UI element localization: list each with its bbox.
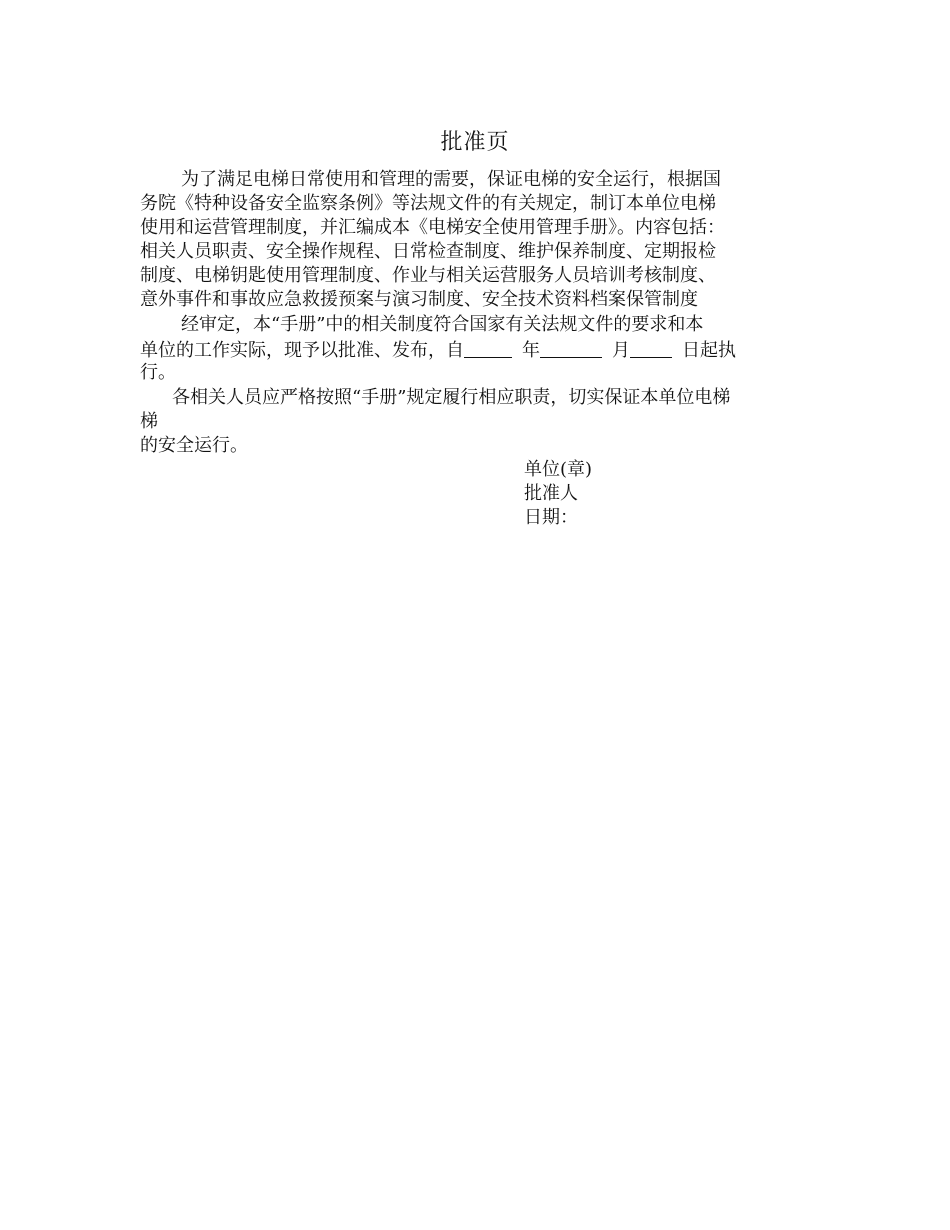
paragraph-1-line-6: 意外事件和事故应急救援预案与演习制度、安全技术资料档案保管制度 bbox=[140, 289, 698, 310]
year-blank bbox=[464, 339, 512, 358]
page-title: 批准页 bbox=[440, 130, 510, 155]
day-blank bbox=[630, 339, 672, 358]
day-suffix: 日起执 bbox=[682, 340, 736, 361]
year-label: 年 bbox=[522, 340, 540, 361]
signature-date: 日期： bbox=[524, 507, 578, 528]
paragraph-1-line-2: 务院《特种设备安全监察条例》等法规文件的有关规定，制订本单位电梯 bbox=[140, 193, 716, 214]
paragraph-3-line-2: 梯 bbox=[140, 411, 158, 432]
paragraph-2-line-1: 经审定，本“手册”中的相关制度符合国家有关法规文件的要求和本 bbox=[181, 314, 704, 335]
signature-approver: 批准人 bbox=[524, 483, 578, 504]
month-label: 月 bbox=[612, 340, 630, 361]
paragraph-3-line-1: 各相关人员应严格按照“手册”规定履行相应职责，切实保证本单位电梯 bbox=[172, 387, 731, 408]
paragraph-2-line-2 bbox=[140, 337, 736, 363]
signature-unit: 单位(章) bbox=[524, 459, 593, 480]
paragraph-2-line-3: 行。 bbox=[140, 362, 176, 383]
paragraph-1-line-3: 使用和运营管理制度，并汇编成本《电梯安全使用管理手册》。内容包括： bbox=[140, 217, 725, 238]
paragraph-1-line-1: 为了满足电梯日常使用和管理的需要，保证电梯的安全运行，根据国 bbox=[181, 169, 721, 190]
paragraph-2-line-2-text: 单位的工作实际，现予以批准、发布，自 bbox=[140, 340, 464, 361]
paragraph-1-line-5: 制度、电梯钥匙使用管理制度、作业与相关运营服务人员培训考核制度、 bbox=[140, 265, 716, 286]
month-blank bbox=[540, 339, 602, 358]
paragraph-3-line-3: 的安全运行。 bbox=[140, 435, 248, 456]
paragraph-1-line-4: 相关人员职责、安全操作规程、日常检查制度、维护保养制度、定期报检 bbox=[140, 241, 716, 262]
